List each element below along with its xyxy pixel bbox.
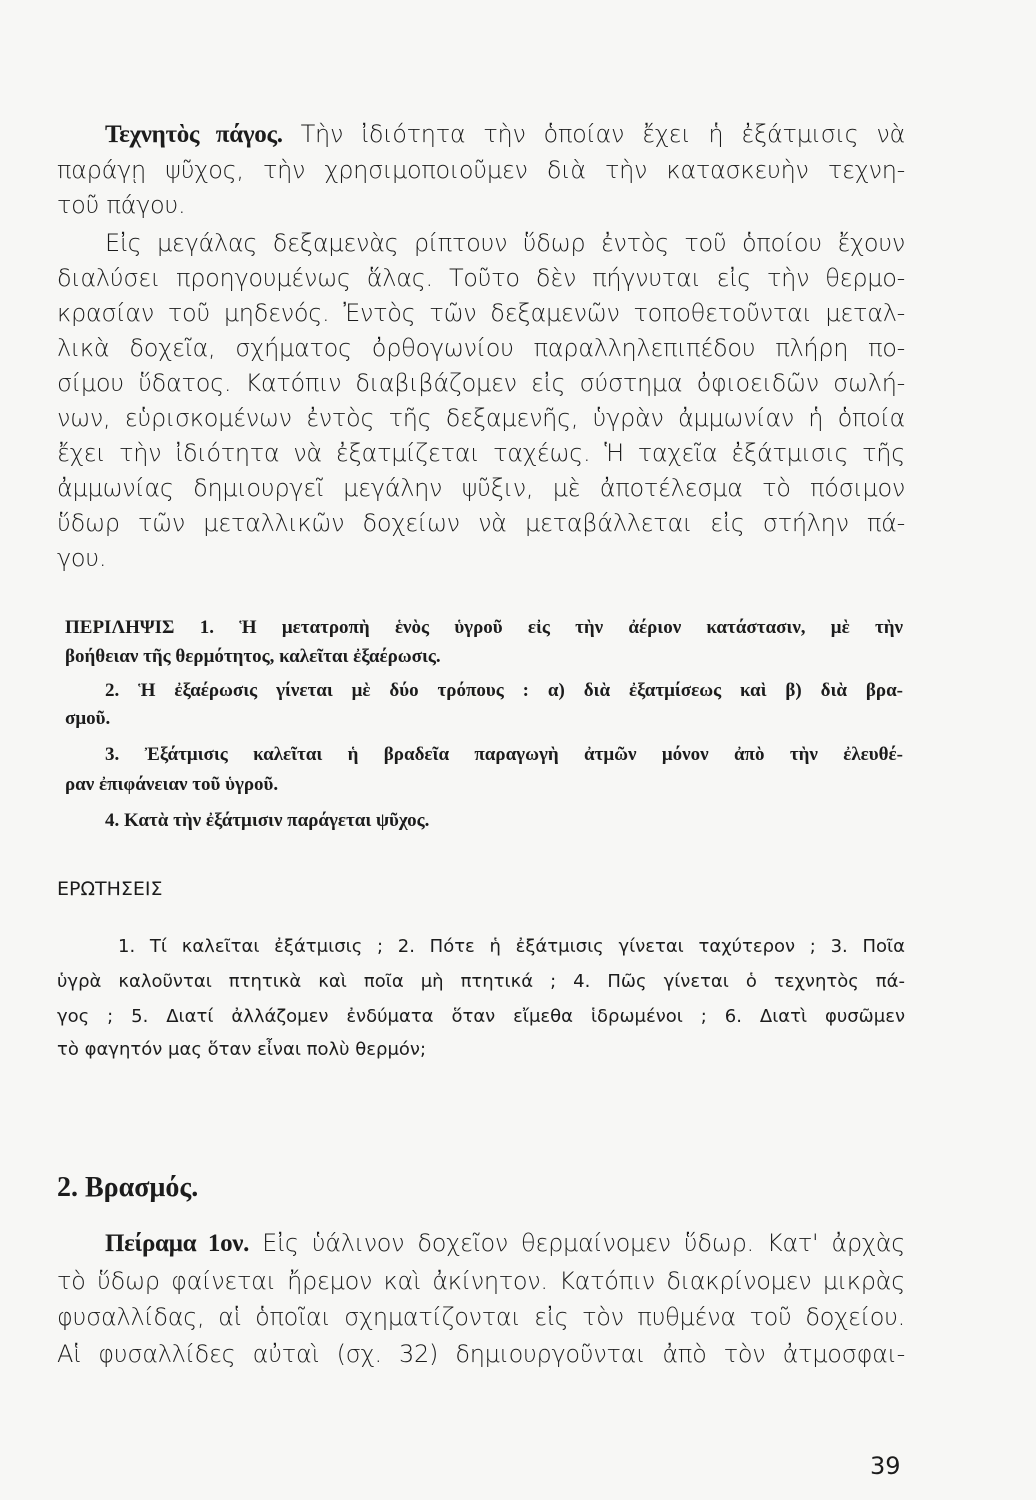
paragraph-line: Αἱ φυσαλλίδες αὐταὶ (σχ. 32) δημιουργοῦνται ἀπὸ τὸν ἀτμοσφαι- — [57, 1340, 905, 1368]
section-heading: Τεχνητὸς πάγος. — [105, 121, 283, 148]
paragraph-line: τοῦ πάγου. — [57, 191, 186, 219]
paragraph-line: γου. — [57, 544, 107, 572]
experiment-heading: Πείραμα 1ον. — [105, 1230, 250, 1257]
paragraph-line: Εἰς μεγάλας δεξαμενὰς ρίπτουν ὕδωρ ἐντὸς τοῦ ὁποίου ἔχουν — [105, 229, 905, 257]
summary-line: ραν ἐπιφάνειαν τοῦ ὑγροῦ. — [65, 774, 279, 795]
summary-line: βοήθειαν τῆς θερμότητος, καλεῖται ἐξαέρωσις. — [65, 646, 441, 667]
question-line: 1. Τί καλεῖται ἐξάτμισις ; 2. Πότε ἡ ἐξάτμισις γίνεται ταχύτερον ; 3. Ποῖα — [118, 936, 905, 957]
question-line: τὸ φαγητόν μας ὅταν εἶναι πολὺ θερμόν; — [57, 1039, 427, 1060]
page-number: 39 — [870, 1452, 901, 1480]
section-title: 2. Βρασμός. — [57, 1172, 199, 1203]
paragraph-line: νων, εὑρισκομένων ἐντὸς τῆς δεξαμενῆς, ὑγρὰν ἀμμωνίαν ἡ ὁποία — [57, 404, 905, 432]
summary-line: 3. Ἐξάτμισις καλεῖται ἡ βραδεῖα παραγωγὴ ἀτμῶν μόνον ἀπὸ τὴν ἐλευθέ- — [105, 744, 903, 765]
summary-line: 4. Κατὰ τὴν ἐξάτμισιν παράγεται ψῦχος. — [105, 810, 430, 831]
paragraph-line: ἀμμωνίας δημιουργεῖ μεγάλην ψῦξιν, μὲ ἀποτέλεσμα τὸ πόσιμον — [57, 474, 905, 502]
paragraph-line: κρασίαν τοῦ μηδενός. Ἐντὸς τῶν δεξαμενῶν τοποθετοῦνται μεταλ- — [57, 299, 905, 327]
question-line: ὑγρὰ καλοῦνται πτητικὰ καὶ ποῖα μὴ πτητικά ; 4. Πῶς γίνεται ὁ τεχνητὸς πά- — [57, 971, 905, 992]
questions-heading: ΕΡΩΤΗΣΕΙΣ — [57, 878, 163, 900]
paragraph-line: ὕδωρ τῶν μεταλλικῶν δοχείων νὰ μεταβάλλεται εἰς στήλην πά- — [57, 509, 905, 537]
paragraph-line: διαλύσει προηγουμένως ἅλας. Τοῦτο δὲν πήγνυται εἰς τὴν θερμο- — [57, 264, 905, 292]
paragraph-line: Πείραμα 1ον. Εἰς ὑάλινον δοχεῖον θερμαίνομεν ὕδωρ. Κατ' ἀρχὰς — [105, 1229, 905, 1257]
summary-line: σμοῦ. — [65, 708, 111, 729]
paragraph-line: λικὰ δοχεῖα, σχήματος ὀρθογωνίου παραλληλεπιπέδου πλήρη πο- — [57, 334, 905, 362]
paragraph-line: ἔχει τὴν ἰδιότητα νὰ ἐξατμίζεται ταχέως. Ἡ ταχεῖα ἐξάτμισις τῆς — [57, 439, 905, 467]
summary-line: ΠΕΡΙΛΗΨΙΣ 1. Ἡ μετατροπὴ ἑνὸς ὑγροῦ εἰς τὴν ἀέριον κατάστασιν, μὲ τὴν — [65, 617, 903, 638]
question-line: γος ; 5. Διατί ἀλλάζομεν ἐνδύματα ὅταν εἴμεθα ἱδρωμένοι ; 6. Διατὶ φυσῶμεν — [57, 1006, 905, 1027]
paragraph-line: τὸ ὕδωρ φαίνεται ἤρεμον καὶ ἀκίνητον. Κατόπιν διακρίνομεν μικρὰς — [57, 1267, 905, 1295]
paragraph-line: σίμου ὕδατος. Κατόπιν διαβιβάζομεν εἰς σύστημα ὀφιοειδῶν σωλή- — [57, 369, 905, 397]
summary-line: 2. Ἡ ἐξαέρωσις γίνεται μὲ δύο τρόπους : α) διὰ ἐξατμίσεως καὶ β) διὰ βρα- — [105, 680, 903, 701]
paragraph-line: Τεχνητὸς πάγος. Τὴν ἰδιότητα τὴν ὁποίαν ἔχει ἡ ἐξάτμισις νὰ — [105, 120, 905, 148]
paragraph-line: φυσαλλίδας, αἱ ὁποῖαι σχηματίζονται εἰς τὸν πυθμένα τοῦ δοχείου. — [57, 1303, 905, 1331]
paragraph-line: παράγῃ ψῦχος, τὴν χρησιμοποιοῦμεν διὰ τὴν κατασκευὴν τεχνη- — [57, 156, 905, 184]
